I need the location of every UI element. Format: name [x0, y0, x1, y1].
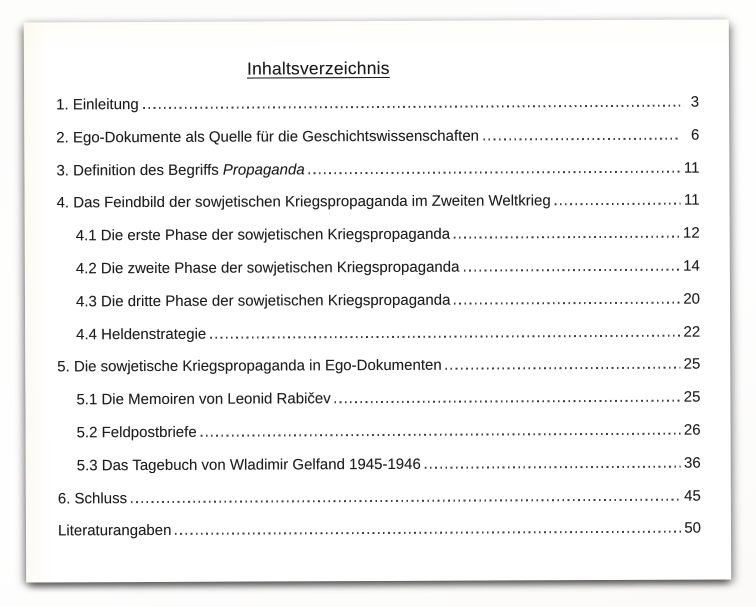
toc-entry-page-number: 45: [684, 487, 701, 505]
dot-leader: [335, 400, 681, 404]
dot-leader: [309, 170, 681, 174]
table-of-contents: [56, 94, 701, 556]
toc-entry: [57, 192, 700, 228]
toc-entry-page-number: 12: [682, 224, 700, 242]
toc-entry-label: 4. Das Feindbild der sowjetischen Kriegspropaganda im Zweiten Weltkrieg: [56, 192, 551, 212]
dot-leader: [131, 498, 681, 502]
toc-entry-label: 4.4 Heldenstrategie: [76, 325, 207, 343]
dot-leader: [175, 531, 681, 535]
toc-entry-label: Literaturangaben: [57, 522, 172, 540]
toc-entry: [58, 487, 701, 523]
toc-entry: [56, 94, 699, 130]
toc-entry-label: 2. Ego-Dokumente als Quelle für die Geschichtswissenschaften: [56, 127, 480, 147]
toc-entry: [56, 126, 699, 162]
toc-entry-page-number: 20: [683, 290, 701, 308]
toc-entry: [57, 356, 700, 392]
toc-entry-page-number: 25: [683, 355, 701, 374]
dot-leader: [454, 301, 680, 304]
toc-entry-page-number: 25: [683, 388, 701, 406]
toc-entry-label: 4.1 Die erste Phase der sowjetischen Kriegspropaganda: [75, 225, 451, 245]
dot-leader: [425, 465, 681, 468]
toc-entry-page-number: 26: [683, 421, 701, 439]
toc-entry: [57, 290, 700, 326]
toc-entry: [57, 225, 700, 261]
toc-entry-label: 6. Schluss: [57, 489, 128, 507]
dot-leader: [143, 105, 680, 109]
dot-leader: [463, 269, 680, 272]
toc-entry-label: 4.2 Die zweite Phase der sowjetischen Kriegspropaganda: [75, 258, 460, 278]
dot-leader: [201, 433, 681, 437]
toc-entry-label: 5.3 Das Tagebuch von Wladimir Gelfand 1945-1946: [76, 455, 421, 475]
toc-entry: [58, 454, 701, 490]
toc-entry-page-number: 14: [683, 257, 700, 275]
dot-leader: [210, 334, 680, 338]
toc-entry: [57, 389, 700, 425]
toc-entry-page-number: 6: [690, 126, 700, 144]
dot-leader: [555, 203, 681, 206]
toc-entry: [58, 422, 701, 458]
toc-entry-label: 5. Die sowjetische Kriegspropaganda in Ego-Dokumenten: [57, 357, 442, 376]
toc-entry-label-italic: Propaganda: [222, 160, 305, 179]
toc-entry-page-number: 3: [690, 93, 700, 111]
toc-entry-page-number: 50: [684, 519, 702, 538]
page-title: Inhaltsverzeichnis: [246, 57, 390, 79]
dot-leader: [483, 137, 680, 140]
toc-entry-label: 5.2 Feldpostbriefe: [76, 423, 197, 442]
dot-leader: [446, 367, 681, 370]
toc-entry-page-number: 11: [683, 159, 700, 177]
toc-entry-label: 5.1 Die Memoiren von Leonid Rabičev: [76, 390, 331, 409]
toc-entry-label: 4.3 Die dritte Phase der sowjetischen Kriegspropaganda: [75, 291, 451, 311]
toc-entry-label: 1. Einleitung: [56, 96, 139, 114]
toc-entry: [57, 323, 700, 359]
dot-leader: [454, 236, 680, 239]
toc-entry: [56, 159, 699, 195]
toc-entry: [58, 520, 701, 556]
toc-entry-page-number: 11: [683, 191, 700, 210]
toc-entry-label: 3. Definition des Begriffs Propaganda: [56, 160, 305, 179]
document-page: [24, 19, 731, 582]
toc-entry-page-number: 36: [683, 454, 701, 472]
toc-entry: [57, 258, 700, 294]
toc-entry-page-number: 22: [683, 323, 701, 341]
